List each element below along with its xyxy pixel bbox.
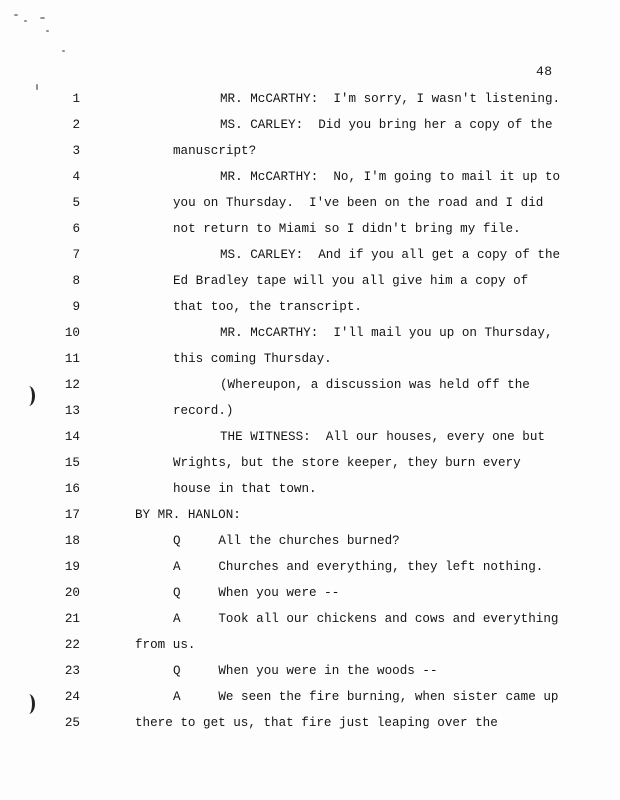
line-number: 1 (72, 92, 80, 106)
line-text: from us. (135, 638, 196, 652)
line-text: A We seen the fire burning, when sister came up (173, 690, 559, 704)
line-number: 10 (64, 326, 80, 340)
line-number: 23 (64, 664, 80, 678)
transcript-line (0, 636, 620, 654)
transcript-line (0, 324, 620, 342)
line-number: 3 (72, 144, 80, 158)
line-number: 2 (72, 118, 80, 132)
line-text: house in that town. (173, 482, 317, 496)
transcript-line (0, 376, 620, 394)
line-number: 7 (72, 248, 80, 262)
line-number: 16 (64, 482, 80, 496)
line-number: 5 (72, 196, 80, 210)
line-text: MS. CARLEY: Did you bring her a copy of the (220, 118, 553, 132)
line-number: 8 (72, 274, 80, 288)
line-number: 9 (72, 300, 80, 314)
transcript-line (0, 454, 620, 472)
line-number: 25 (64, 716, 80, 730)
transcript-line (0, 350, 620, 368)
line-number: 20 (64, 586, 80, 600)
line-number: 22 (64, 638, 80, 652)
transcript-line (0, 662, 620, 680)
transcript-line (0, 714, 620, 732)
line-number: 21 (64, 612, 80, 626)
transcript-line (0, 220, 620, 238)
transcript-line (0, 480, 620, 498)
scan-speck (62, 50, 65, 52)
line-text: that too, the transcript. (173, 300, 362, 314)
line-number: 6 (72, 222, 80, 236)
transcript-line (0, 506, 620, 524)
line-text: A Took all our chickens and cows and everything (173, 612, 559, 626)
transcript-line (0, 142, 620, 160)
line-text: not return to Miami so I didn't bring my file. (173, 222, 521, 236)
line-number: 12 (64, 378, 80, 392)
line-number: 15 (64, 456, 80, 470)
transcript-line (0, 194, 620, 212)
scan-speck (40, 17, 45, 19)
line-text: there to get us, that fire just leaping over the (135, 716, 498, 730)
line-text: THE WITNESS: All our houses, every one but (220, 430, 545, 444)
line-text: A Churches and everything, they left nothing. (173, 560, 544, 574)
line-text: this coming Thursday. (173, 352, 332, 366)
scan-speck (46, 30, 49, 32)
line-text: (Whereupon, a discussion was held off the (220, 378, 530, 392)
scan-speck (14, 14, 18, 16)
line-text: Ed Bradley tape will you all give him a copy of (173, 274, 529, 288)
line-text: you on Thursday. I've been on the road and I did (173, 196, 544, 210)
transcript-line (0, 610, 620, 628)
line-text: BY MR. HANLON: (135, 508, 241, 522)
line-text: manuscript? (173, 144, 257, 158)
transcript-line (0, 532, 620, 550)
line-text: MR. McCARTHY: I'll mail you up on Thursday, (220, 326, 553, 340)
line-text: Q All the churches burned? (173, 534, 400, 548)
transcript-line (0, 90, 620, 108)
line-text: Wrights, but the store keeper, they burn every (173, 456, 521, 470)
line-text: Q When you were -- (173, 586, 340, 600)
line-text: MS. CARLEY: And if you all get a copy of the (220, 248, 561, 262)
page-number: 48 (536, 64, 553, 79)
scan-speck (24, 20, 27, 22)
line-number: 13 (64, 404, 80, 418)
line-number: 14 (64, 430, 80, 444)
line-text: MR. McCARTHY: No, I'm going to mail it up to (220, 170, 561, 184)
transcript-line (0, 402, 620, 420)
line-number: 11 (64, 352, 80, 366)
line-number: 24 (64, 690, 80, 704)
transcript-line (0, 168, 620, 186)
transcript-line (0, 428, 620, 446)
line-number: 18 (64, 534, 80, 548)
transcript-line (0, 272, 620, 290)
transcript-line (0, 298, 620, 316)
line-number: 19 (64, 560, 80, 574)
line-text: MR. McCARTHY: I'm sorry, I wasn't listening. (220, 92, 561, 106)
transcript-line (0, 558, 620, 576)
transcript-line (0, 246, 620, 264)
line-number: 4 (72, 170, 80, 184)
line-text: Q When you were in the woods -- (173, 664, 438, 678)
transcript-line (0, 584, 620, 602)
transcript-line (0, 116, 620, 134)
line-text: record.) (173, 404, 234, 418)
transcript-line (0, 688, 620, 706)
line-number: 17 (64, 508, 80, 522)
